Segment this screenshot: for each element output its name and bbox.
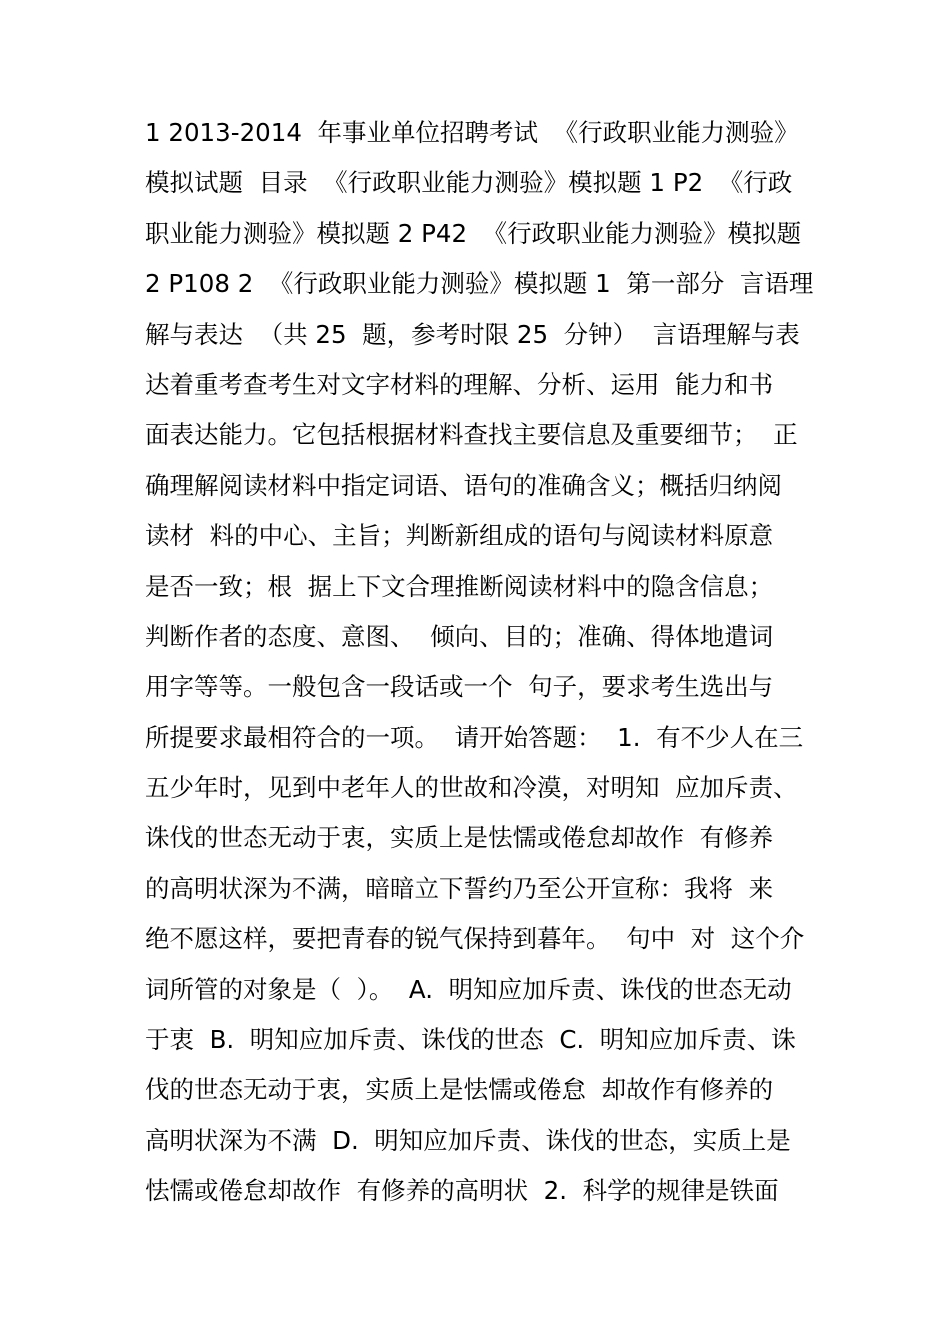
text-line: 达着重考查考生对文字材料的理解、分析、运用 能力和书 bbox=[145, 369, 774, 399]
text-line: 用字等等。一般包含一段话或一个 句子，要求考生选出与 bbox=[145, 672, 774, 702]
text-line: 是否一致；根 据上下文合理推断阅读材料中的隐含信息； bbox=[145, 571, 774, 601]
text-line: 的高明状深为不满，暗暗立下誓约乃至公开宣称：我将 来 bbox=[145, 873, 774, 903]
text-line: 高明状深为不满 D. 明知应加斥责、诛伐的世态，实质上是 bbox=[145, 1125, 791, 1155]
text-line: 伐的世态无动于衷，实质上是怯懦或倦怠 却故作有修养的 bbox=[145, 1075, 774, 1105]
text-line: 确理解阅读材料中指定词语、语句的准确含义；概括归纳阅 bbox=[145, 470, 782, 500]
text-line: 诛伐的世态无动于衷，实质上是怯懦或倦怠却故作 有修养 bbox=[145, 823, 774, 853]
text-line: 1 2013-2014 年事业单位招聘考试 《行政职业能力测验》 bbox=[145, 118, 799, 147]
text-line: 所提要求最相符合的一项。 请开始答题： 1. 有不少人在三 bbox=[145, 722, 804, 752]
text-line: 2 P108 2 《行政职业能力测验》模拟题 1 第一部分 言语理 bbox=[145, 269, 814, 299]
body-text bbox=[145, 108, 815, 1217]
text-line: 模拟试题 目录 《行政职业能力测验》模拟题 1 P2 《行政 bbox=[145, 168, 793, 198]
text-line: 职业能力测验》模拟题 2 P42 《行政职业能力测验》模拟题 bbox=[145, 218, 802, 248]
text-line: 解与表达 （共 25 题，参考时限 25 分钟） 言语理解与表 bbox=[145, 319, 800, 349]
text-line: 面表达能力。它包括根据材料查找主要信息及重要细节； 正 bbox=[145, 420, 798, 450]
text-line: 读材 料的中心、主旨；判断新组成的语句与阅读材料原意 bbox=[145, 521, 774, 551]
text-line: 怯懦或倦怠却故作 有修养的高明状 2. 科学的规律是铁面 bbox=[145, 1176, 779, 1206]
text-line: 绝不愿这样，要把青春的锐气保持到暮年。 句中 对 这个介 bbox=[145, 924, 805, 954]
text-line: 词所管的对象是（ ）。 A. 明知应加斥责、诛伐的世态无动 bbox=[145, 974, 792, 1004]
text-line: 判断作者的态度、意图、 倾向、目的；准确、得体地遣词 bbox=[145, 621, 774, 651]
text-line: 于衷 B. 明知应加斥责、诛伐的世态 C. 明知应加斥责、诛 bbox=[145, 1025, 796, 1055]
text-line: 五少年时，见到中老年人的世故和冷漠，对明知 应加斥责、 bbox=[145, 773, 798, 803]
